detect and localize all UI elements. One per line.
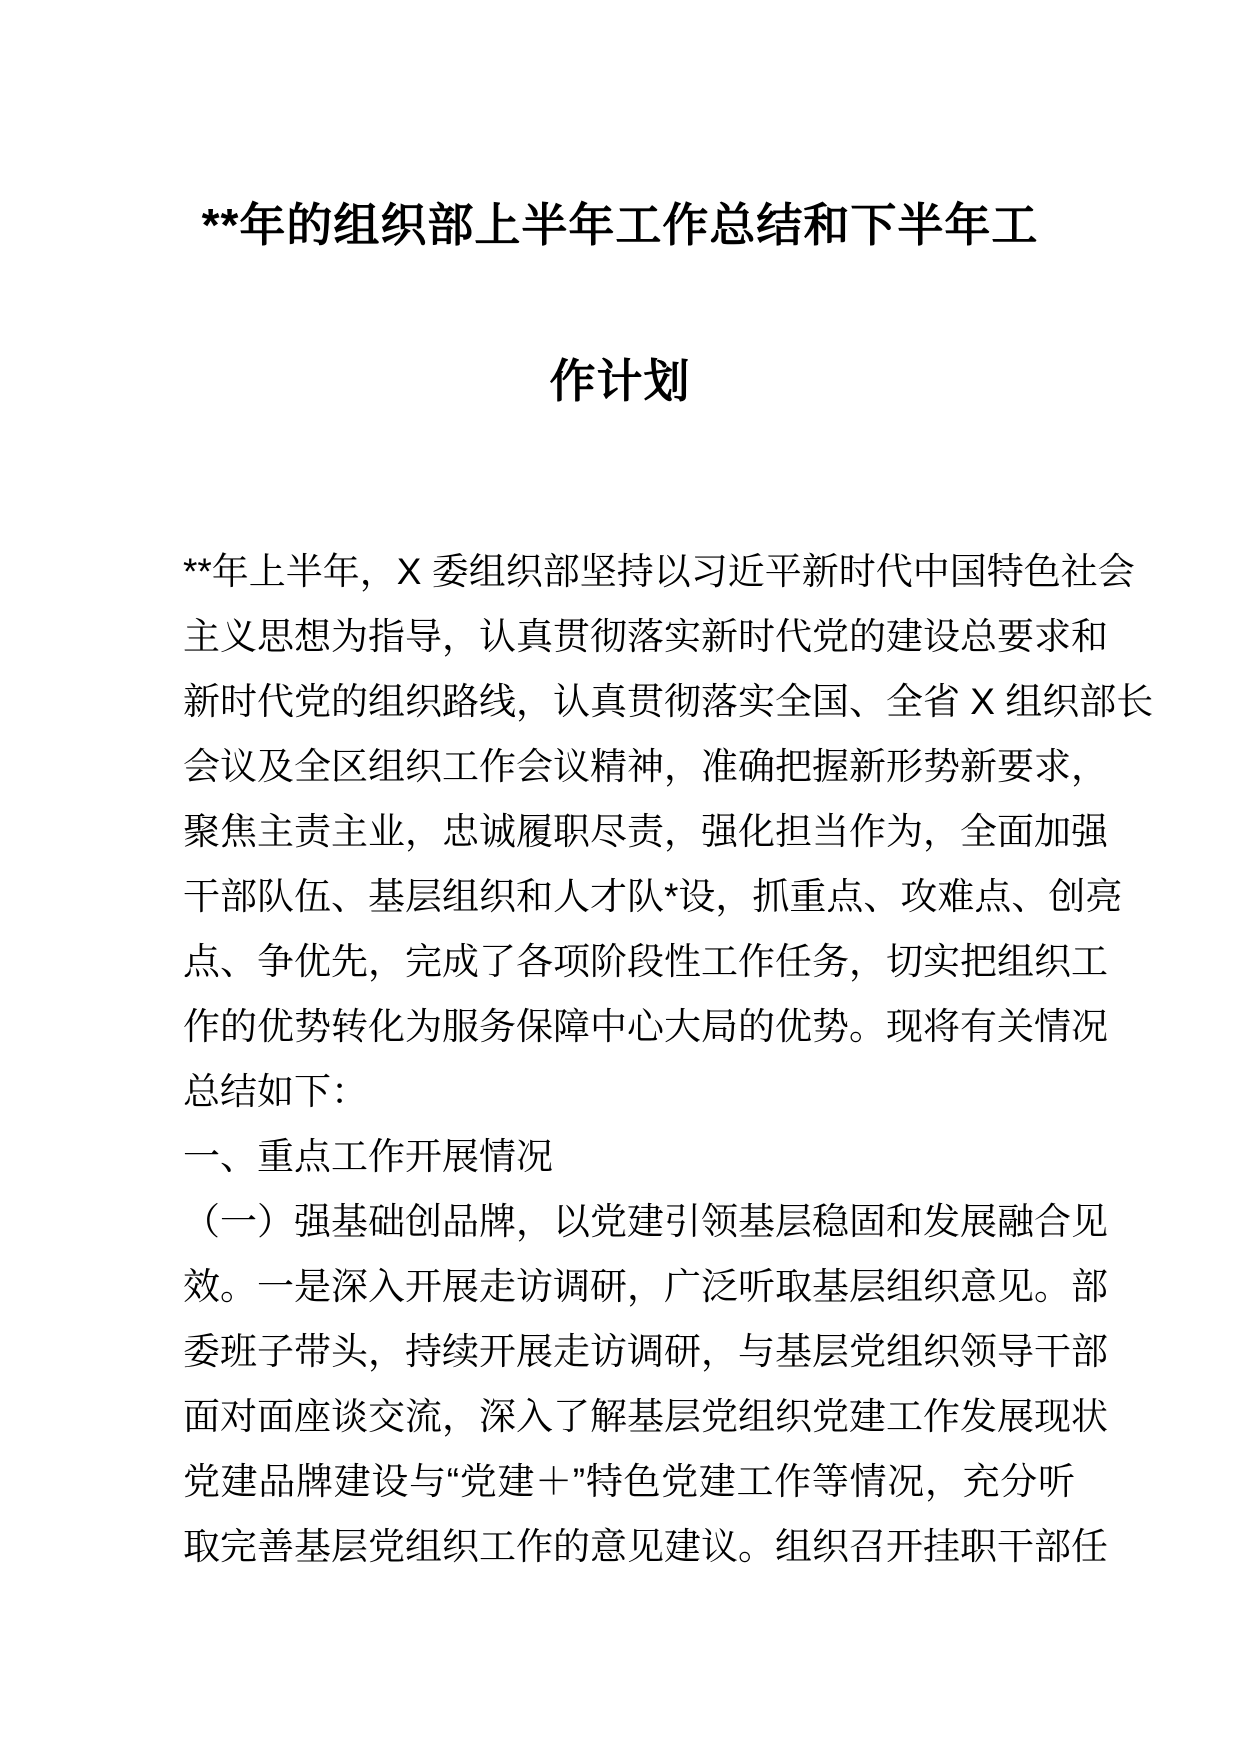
document-title-line-2: 作计划	[549, 355, 691, 407]
text-line: 作的优势转化为服务保障中心大局的优势。现将有关情况	[183, 1006, 1108, 1047]
text-line: （一）强基础创品牌，以党建引领基层稳固和发展融合见	[183, 1201, 1108, 1242]
text-line: 委班子带头，持续开展走访调研，与基层党组织领导干部	[183, 1331, 1108, 1372]
text-line: 一、重点工作开展情况	[183, 1136, 553, 1177]
section-heading-1	[183, 1124, 1075, 1189]
text-line: 聚焦主责主业，忠诚履职尽责，强化担当作为，全面加强	[183, 811, 1108, 852]
text-line: 面对面座谈交流，深入了解基层党组织党建工作发展现状	[183, 1396, 1108, 1437]
document-body	[183, 539, 1154, 1579]
text-line: 点、争优先，完成了各项阶段性工作任务，切实把组织工	[183, 941, 1108, 982]
document-title	[0, 147, 1240, 459]
intro-paragraph	[183, 539, 1154, 1124]
text-line: 新时代党的组织路线，认真贯彻落实全国、全省 X 组织部长	[183, 681, 1154, 722]
section-1-paragraph	[183, 1189, 1108, 1579]
text-line: 党建品牌建设与“党建＋”特色党建工作等情况，充分听	[183, 1461, 1075, 1502]
document-title-line-1: **年的组织部上半年工作总结和下半年工	[201, 199, 1039, 251]
text-line: 会议及全区组织工作会议精神，准确把握新形势新要求，	[183, 746, 1108, 787]
text-line: 取完善基层党组织工作的意见建议。组织召开挂职干部任	[183, 1526, 1108, 1567]
text-line: 干部队伍、基层组织和人才队*设，抓重点、攻难点、创亮	[183, 876, 1123, 917]
text-line: **年上半年，X 委组织部坚持以习近平新时代中国特色社会	[183, 551, 1135, 592]
text-line: 总结如下：	[183, 1071, 368, 1112]
text-line: 主义思想为指导，认真贯彻落实新时代党的建设总要求和	[183, 616, 1108, 657]
text-line: 效。一是深入开展走访调研，广泛听取基层组织意见。部	[183, 1266, 1108, 1307]
